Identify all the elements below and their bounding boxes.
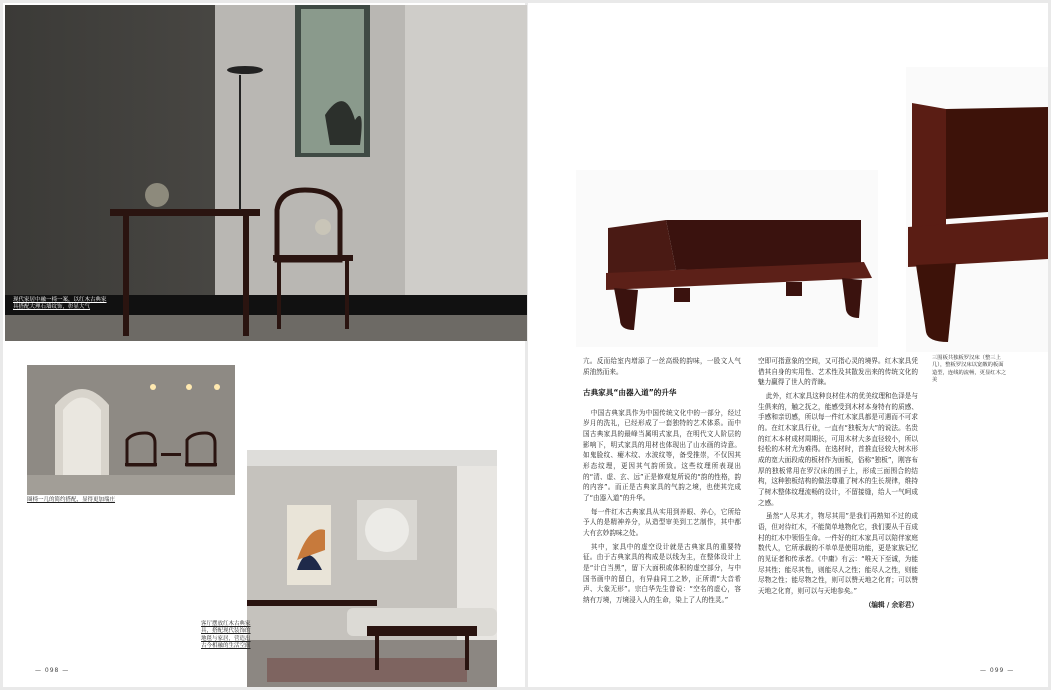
col1-paragraph: 每一件红木古典家具从实用到养眼、养心，它所给予人的是精神养分，从造型审美到工艺制作，其中都大有玄妙韵味之处。 (583, 507, 741, 538)
photo-arched-room-image (27, 365, 235, 495)
section-heading: 古典家具“由器入道”的升华 (583, 388, 677, 398)
col2-paragraph: 虽然“人尽其才，物尽其用”是我们再熟知不过的成语，但对待红木，不能简单地物化它，我们要从千百成村的红木中领悟生命。一件好的红木家具可以陪伴家庭数代人，它所承载的不单单是使用功能，更是家族记忆的见证者和传承者。《中庸》有云：“唯天下至诚，为能尽其性；能尽其性，则能尽人之性；能尽人之性，则能尽物之性；能尽物之性，则可以赞天地之化育；可以赞天地之化育，则可以与天地参矣。” (758, 512, 918, 596)
photo-daybed-closeup-image (906, 67, 1048, 352)
text-column-1 (583, 356, 741, 609)
col1-intro: 亢。反而给室内增添了一丝高级的韵味，一股文人气质油然而来。 (583, 357, 741, 376)
photo-living-room-chair (5, 5, 527, 341)
photo-living-room-chair-image (5, 5, 527, 341)
photo-daybed (576, 170, 878, 347)
col1-paragraph: 中国古典家具作为中国传统文化中的一部分，经过岁月的洗礼，已经形成了一套独特的艺术体系。而中国古典家具的最峰当属明式家具，在明代文人阶层的影响下，明式家具的用材也体现出了山水画的诗意。如鬼脸纹、瘿木纹、水波纹等，备受推崇，不仅因其形态纹理，更因其气韵所致。这些纹理所表现出的“清、虚、玄、远”正是修观复所说的“韵的性格，韵的内容”。而正是古典家具的气韵之境，也使其完成了“由器入道”的升华。 (583, 408, 741, 503)
photo-sofa-room-image (247, 450, 497, 687)
col1-paragraph: 其中，家具中的虚空设计就是古典家具的重要特征。由于古典家具的构成是以线为主，在整体设计上是“计白当黑”，留下大面积或体积的虚空部分，与中国书画中的留白，有异曲同工之妙，正所谓“大音希声、大象无形”。宗白华先生曾说：“空名的虚心，容纳有万境，万境浸入人的生命，染上了人的性灵。” (583, 542, 741, 605)
text-column-2 (758, 356, 918, 610)
editor-signature: （编辑 / 余彩君） (864, 600, 918, 609)
photo-daybed-closeup (906, 67, 1048, 352)
page-number-left: — 098 — (35, 667, 70, 674)
photo-sofa-room (247, 450, 497, 687)
caption-photo1: 现代家居中融一椅一案，以红木古典家具搭配大理石墙纹饰，彰显大气 (13, 297, 107, 311)
left-page (3, 3, 525, 687)
caption-photo2: 圈椅一几的简约搭配，显得更加端庄 (27, 497, 116, 503)
side-caption: 三围板共独板罗汉床（整三上几），整板罗汉床以宽敞的板面造型，连线的流畅，更显红木之美 (932, 355, 1007, 384)
col2-intro: 空即可指意象的空间，又可指心灵的境界。红木家具凭借其自身的实用性、艺术性及其散发出来的传统文化的魅力赢得了世人的青睐。 (758, 357, 918, 387)
photo-daybed-image (576, 170, 878, 347)
photo-arched-room (27, 365, 235, 495)
right-page (528, 3, 1048, 687)
caption-photo3: 客厅摆放红木古典家具，搭配现代装饰的地毯与家居，营造出古今相融的生活空间 (201, 621, 251, 650)
col2-paragraph: 此外，红木家具这种良材佳木的优美纹理和色泽是与生俱来的，触之抚之，能感受到木材本身特有的质感、手感和亲切感，所以每一件红木家具都是可遇而不可求的。在红木家具行业，一直有“独板为大”的说法。名贵的红木本材成材周期长，可用木材大多直径较小，所以轻松的木材尤为难得。在选材时，首推直径较大树木形成的宽大面段成的板材作为面板，俗称“独板”，刚容布厚的独板常用在罗汉床的围子上，形成三面围合的结构，这种独板结构的做法尊重了树木的生长规律，维持了树木整体纹理流畅的设计，不留接缝，给人一气呵成之感。 (758, 392, 918, 507)
page-number-right: — 099 — (980, 667, 1015, 674)
